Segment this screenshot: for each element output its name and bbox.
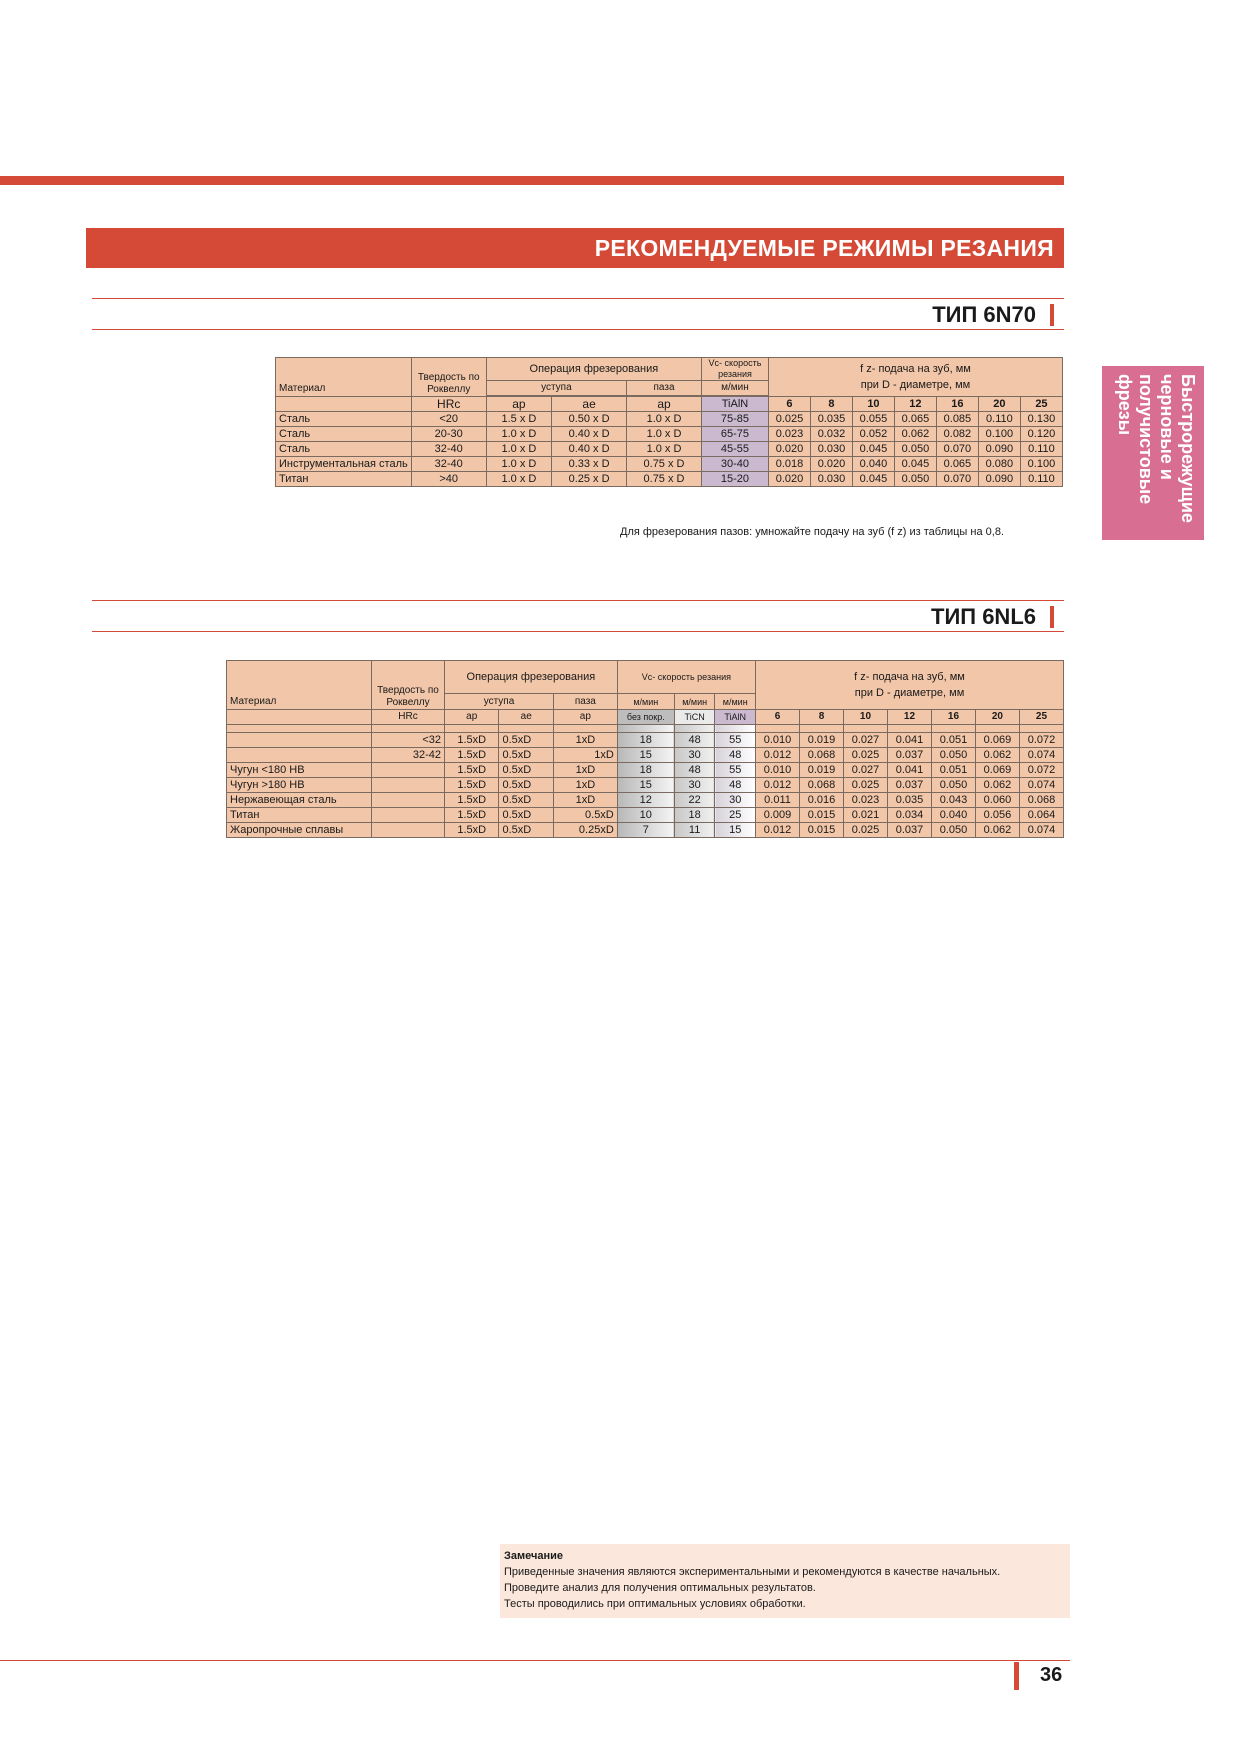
cell-feed: 0.035 (887, 793, 931, 808)
cell-speed-ticn: 48 (674, 733, 715, 748)
remark-title: Замечание (504, 1550, 564, 1562)
cell-feed: 0.012 (756, 823, 800, 838)
cell-ae: 0.5xD (499, 793, 553, 808)
cell-feed: 0.072 (1019, 733, 1063, 748)
type-marker (1050, 304, 1054, 326)
header-diameter: 6 (756, 710, 800, 725)
header-diameter: 20 (978, 397, 1020, 412)
header-material: Материал (276, 358, 412, 397)
cell-feed: 0.045 (894, 457, 936, 472)
type-marker (1050, 606, 1054, 628)
cell-feed: 0.050 (894, 472, 936, 487)
cell-feed: 0.045 (852, 472, 894, 487)
cell-feed: 0.045 (852, 442, 894, 457)
cell-feed: 0.064 (1019, 808, 1063, 823)
header-diameter: 12 (894, 397, 936, 412)
cell-material: Титан (276, 472, 412, 487)
cell-feed: 0.050 (931, 778, 975, 793)
cell-ap-slot: 1xD (553, 793, 617, 808)
cell-hardness (372, 808, 445, 823)
section-side-tab: Быстрорежущие черновые и получистовые фрезы (1102, 366, 1204, 540)
cell-hardness: 32-42 (372, 748, 445, 763)
cell-feed: 0.019 (800, 733, 844, 748)
type-6nl6-title: ТИП 6NL6 (931, 604, 1036, 629)
cell-feed: 0.027 (844, 763, 888, 778)
table-header-row (227, 661, 1064, 694)
cell-feed: 0.016 (800, 793, 844, 808)
cell-feed: 0.010 (756, 733, 800, 748)
header-paza: паза (553, 694, 617, 710)
cell-feed: 0.037 (887, 748, 931, 763)
top-accent-bar (0, 176, 1064, 185)
cell-material: Сталь (276, 442, 412, 457)
cell-hardness: 32-40 (411, 457, 486, 472)
header-coating-ticn: TiCN (674, 710, 715, 725)
cell-speed-ticn: 11 (674, 823, 715, 838)
header-speed: Vc- скорость резания (701, 358, 768, 381)
table-row (276, 427, 1063, 442)
cell-feed: 0.082 (936, 427, 978, 442)
cell-feed: 0.060 (975, 793, 1019, 808)
cell-material: Жаропрочные сплавы (227, 823, 372, 838)
cell-ae: 0.33 x D (552, 457, 627, 472)
cell-feed: 0.090 (978, 472, 1020, 487)
divider-line (92, 600, 1064, 601)
cell-ap: 1.5xD (445, 748, 499, 763)
cell-feed: 0.012 (756, 748, 800, 763)
header-operation: Операция фрезерования (486, 358, 701, 381)
page-banner (86, 228, 1064, 268)
cell-ap-slot: 1xD (553, 733, 617, 748)
cell-feed: 0.023 (768, 427, 810, 442)
header-ap-slot: ap (553, 710, 617, 725)
cell-feed: 0.062 (975, 823, 1019, 838)
cell-ap: 1.5xD (445, 733, 499, 748)
cell-feed: 0.011 (756, 793, 800, 808)
header-diameter: 10 (844, 710, 888, 725)
cell-ap-slot: 1.0 x D (627, 427, 702, 442)
header-feed-line1: f z- подача на зуб, мм (854, 671, 965, 683)
cell-feed: 0.074 (1019, 748, 1063, 763)
cell-speed-tialn: 48 (715, 748, 756, 763)
cell-speed-ticn: 30 (674, 778, 715, 793)
cell-speed-tialn: 48 (715, 778, 756, 793)
cell-feed: 0.085 (936, 412, 978, 427)
cell-ae: 0.40 x D (552, 442, 627, 457)
header-diameter: 8 (810, 397, 852, 412)
table-row (276, 442, 1063, 457)
divider-line (92, 631, 1064, 632)
cell-ae: 0.5xD (499, 778, 553, 793)
cell-feed: 0.030 (810, 472, 852, 487)
cell-ap: 1.0 x D (486, 457, 551, 472)
header-feed-line1: f z- подача на зуб, мм (860, 363, 971, 375)
cell-ap: 1.5xD (445, 778, 499, 793)
cell-feed: 0.065 (894, 412, 936, 427)
cell-ae: 0.5xD (499, 748, 553, 763)
table-row (276, 472, 1063, 487)
cell-material: Сталь (276, 412, 412, 427)
cell-feed: 0.025 (768, 412, 810, 427)
cell-feed: 0.020 (768, 442, 810, 457)
header-ae: ae (499, 710, 553, 725)
header-coating-none: без покр. (617, 710, 674, 725)
table-row (227, 793, 1064, 808)
cell-speed-uncoated: 15 (617, 778, 674, 793)
cell-ae: 0.5xD (499, 733, 553, 748)
cell-ap-slot: 0.75 x D (627, 457, 702, 472)
cell-hardness (372, 793, 445, 808)
cell-speed-uncoated: 18 (617, 733, 674, 748)
banner-title: РЕКОМЕНДУЕМЫЕ РЕЖИМЫ РЕЗАНИЯ (594, 234, 1054, 261)
table-header-row (276, 358, 1063, 381)
cell-material (227, 748, 372, 763)
header-diameter: 10 (852, 397, 894, 412)
cell-feed: 0.120 (1020, 427, 1062, 442)
cell-ae: 0.50 x D (552, 412, 627, 427)
page-number: 36 (1040, 1664, 1063, 1686)
header-mmin: м/мин (674, 694, 715, 710)
cell-material: Нержавеющая сталь (227, 793, 372, 808)
cell-feed: 0.062 (975, 778, 1019, 793)
cell-feed: 0.062 (894, 427, 936, 442)
header-paza: паза (627, 381, 702, 396)
header-ap: ap (486, 397, 551, 412)
cell-speed-uncoated: 10 (617, 808, 674, 823)
divider-line (92, 329, 1064, 330)
cell-feed: 0.062 (975, 748, 1019, 763)
header-coating-tialn: TiAlN (715, 710, 756, 725)
cell-speed: 65-75 (701, 427, 768, 442)
cell-feed: 0.041 (887, 733, 931, 748)
cell-feed: 0.020 (810, 457, 852, 472)
cell-feed: 0.018 (768, 457, 810, 472)
cell-speed-tialn: 25 (715, 808, 756, 823)
remark-line: Приведенные значения являются экспериментальными и рекомендуются в качестве начальных. (504, 1566, 1001, 1578)
cell-speed: 15-20 (701, 472, 768, 487)
cell-ae: 0.5xD (499, 823, 553, 838)
cell-speed-uncoated: 18 (617, 763, 674, 778)
header-diameter: 12 (887, 710, 931, 725)
cell-hardness: 20-30 (411, 427, 486, 442)
cell-feed: 0.025 (844, 748, 888, 763)
header-feed-line2: при D - диаметре, мм (860, 379, 971, 391)
table-subheader-row (276, 397, 1063, 412)
cell-feed: 0.110 (978, 412, 1020, 427)
cell-ap: 1.5xD (445, 793, 499, 808)
remark-box (500, 1544, 1070, 1618)
cell-feed: 0.068 (1019, 793, 1063, 808)
cell-speed-uncoated: 7 (617, 823, 674, 838)
header-ustupa: уступа (445, 694, 554, 710)
table-6n70 (275, 357, 1063, 487)
table-subheader-row (227, 710, 1064, 725)
cell-feed: 0.074 (1019, 778, 1063, 793)
footer-line (0, 1660, 1070, 1661)
header-speed: Vc- скорость резания (617, 661, 755, 694)
cell-hardness: >40 (411, 472, 486, 487)
cell-ap: 1.0 x D (486, 427, 551, 442)
table-row (276, 412, 1063, 427)
cell-hardness: 32-40 (411, 442, 486, 457)
cell-hardness (372, 823, 445, 838)
cell-speed-tialn: 30 (715, 793, 756, 808)
header-feed-line2: при D - диаметре, мм (854, 687, 965, 699)
cell-ap-slot: 1xD (553, 748, 617, 763)
cell-speed-uncoated: 15 (617, 748, 674, 763)
remark-line: Тесты проводились при оптимальных условиях обработки. (504, 1598, 806, 1610)
cell-feed: 0.090 (978, 442, 1020, 457)
cell-feed: 0.051 (931, 733, 975, 748)
cell-ae: 0.5xD (499, 808, 553, 823)
cell-feed: 0.015 (800, 808, 844, 823)
cell-feed: 0.009 (756, 808, 800, 823)
divider-line (92, 298, 1064, 299)
header-hardness: Твердость по Роквеллу (372, 661, 445, 710)
cell-feed: 0.110 (1020, 472, 1062, 487)
cell-speed-ticn: 18 (674, 808, 715, 823)
cell-feed: 0.037 (887, 778, 931, 793)
cell-feed: 0.070 (936, 472, 978, 487)
cell-speed-tialn: 55 (715, 763, 756, 778)
cell-feed: 0.100 (1020, 457, 1062, 472)
cell-hardness (372, 763, 445, 778)
cell-ap: 1.5xD (445, 823, 499, 838)
cell-ap: 1.5 x D (486, 412, 551, 427)
header-coating-tialn: TiAlN (701, 397, 768, 412)
header-diameter: 8 (800, 710, 844, 725)
cell-feed: 0.040 (931, 808, 975, 823)
cell-feed: 0.070 (936, 442, 978, 457)
cell-feed: 0.019 (800, 763, 844, 778)
cell-feed: 0.130 (1020, 412, 1062, 427)
header-diameter: 16 (936, 397, 978, 412)
table-spacer-row (227, 725, 1064, 733)
table-row (227, 808, 1064, 823)
cell-feed: 0.021 (844, 808, 888, 823)
cell-feed: 0.080 (978, 457, 1020, 472)
cell-feed: 0.110 (1020, 442, 1062, 457)
cell-ap-slot: 0.5xD (553, 808, 617, 823)
cell-feed: 0.041 (887, 763, 931, 778)
cell-feed: 0.012 (756, 778, 800, 793)
cell-feed: 0.050 (894, 442, 936, 457)
cell-feed: 0.050 (931, 748, 975, 763)
cell-speed-tialn: 55 (715, 733, 756, 748)
cell-feed: 0.027 (844, 733, 888, 748)
cell-material (227, 733, 372, 748)
table-6nl6 (226, 660, 1064, 838)
cell-feed: 0.030 (810, 442, 852, 457)
cell-speed: 75-85 (701, 412, 768, 427)
header-diameter: 16 (931, 710, 975, 725)
cell-speed-ticn: 30 (674, 748, 715, 763)
page-number-marker (1014, 1662, 1019, 1690)
cell-feed: 0.051 (931, 763, 975, 778)
cell-feed: 0.072 (1019, 763, 1063, 778)
remark-line: Проведите анализ для получения оптимальных результатов. (504, 1582, 816, 1594)
cell-feed: 0.010 (756, 763, 800, 778)
cell-feed: 0.025 (844, 778, 888, 793)
cell-material: Сталь (276, 427, 412, 442)
cell-feed: 0.100 (978, 427, 1020, 442)
header-ustupa: уступа (486, 381, 626, 396)
table-row (227, 778, 1064, 793)
header-ap: ap (445, 710, 499, 725)
cell-material: Чугун >180 HB (227, 778, 372, 793)
cell-feed: 0.023 (844, 793, 888, 808)
cell-speed: 30-40 (701, 457, 768, 472)
cell-speed: 45-55 (701, 442, 768, 457)
header-operation: Операция фрезерования (445, 661, 618, 694)
cell-ap-slot: 0.25xD (553, 823, 617, 838)
header-mmin: м/мин (701, 381, 768, 396)
cell-ap-slot: 1.0 x D (627, 442, 702, 457)
cell-feed: 0.034 (887, 808, 931, 823)
header-hrc: HRc (411, 397, 486, 412)
cell-feed: 0.069 (975, 733, 1019, 748)
table-row (227, 763, 1064, 778)
cell-ap-slot: 0.75 x D (627, 472, 702, 487)
header-ap-slot: ap (627, 397, 702, 412)
header-material: Материал (227, 661, 372, 710)
cell-ap-slot: 1xD (553, 763, 617, 778)
cell-ap: 1.5xD (445, 808, 499, 823)
cell-hardness: <20 (411, 412, 486, 427)
cell-ae: 0.40 x D (552, 427, 627, 442)
cell-ap-slot: 1.0 x D (627, 412, 702, 427)
header-diameter: 25 (1020, 397, 1062, 412)
header-ae: ae (552, 397, 627, 412)
cell-hardness (372, 778, 445, 793)
cell-ap: 1.5xD (445, 763, 499, 778)
header-diameter: 25 (1019, 710, 1063, 725)
table-row (227, 823, 1064, 838)
header-feed (756, 661, 1064, 710)
cell-speed-ticn: 22 (674, 793, 715, 808)
cell-feed: 0.050 (931, 823, 975, 838)
header-diameter: 6 (768, 397, 810, 412)
cell-material: Чугун <180 HB (227, 763, 372, 778)
cell-speed-ticn: 48 (674, 763, 715, 778)
header-mmin: м/мин (617, 694, 674, 710)
cell-feed: 0.068 (800, 778, 844, 793)
table-row (227, 748, 1064, 763)
cell-feed: 0.043 (931, 793, 975, 808)
cell-feed: 0.032 (810, 427, 852, 442)
header-feed (768, 358, 1062, 397)
cell-material: Инструментальная сталь (276, 457, 412, 472)
header-hrc: HRc (372, 710, 445, 725)
cell-ae: 0.25 x D (552, 472, 627, 487)
cell-feed: 0.025 (844, 823, 888, 838)
cell-ae: 0.5xD (499, 763, 553, 778)
cell-ap: 1.0 x D (486, 442, 551, 457)
cell-feed: 0.040 (852, 457, 894, 472)
header-hardness: Твердость по Роквеллу (411, 358, 486, 397)
cell-feed: 0.055 (852, 412, 894, 427)
header-mmin: м/мин (715, 694, 756, 710)
cell-feed: 0.065 (936, 457, 978, 472)
header-diameter: 20 (975, 710, 1019, 725)
cell-feed: 0.015 (800, 823, 844, 838)
cell-feed: 0.069 (975, 763, 1019, 778)
type-6n70-title: ТИП 6N70 (932, 302, 1036, 327)
cell-hardness: <32 (372, 733, 445, 748)
table-row (276, 457, 1063, 472)
cell-speed-tialn: 15 (715, 823, 756, 838)
cell-feed: 0.037 (887, 823, 931, 838)
cell-feed: 0.035 (810, 412, 852, 427)
cell-ap-slot: 1xD (553, 778, 617, 793)
table-row (227, 733, 1064, 748)
cell-feed: 0.020 (768, 472, 810, 487)
slot-milling-note: Для фрезерования пазов: умножайте подачу на зуб (f z) из таблицы на 0,8. (620, 526, 1004, 538)
cell-ap: 1.0 x D (486, 472, 551, 487)
cell-feed: 0.052 (852, 427, 894, 442)
cell-feed: 0.074 (1019, 823, 1063, 838)
cell-feed: 0.056 (975, 808, 1019, 823)
cell-speed-uncoated: 12 (617, 793, 674, 808)
cell-feed: 0.068 (800, 748, 844, 763)
cell-material: Титан (227, 808, 372, 823)
